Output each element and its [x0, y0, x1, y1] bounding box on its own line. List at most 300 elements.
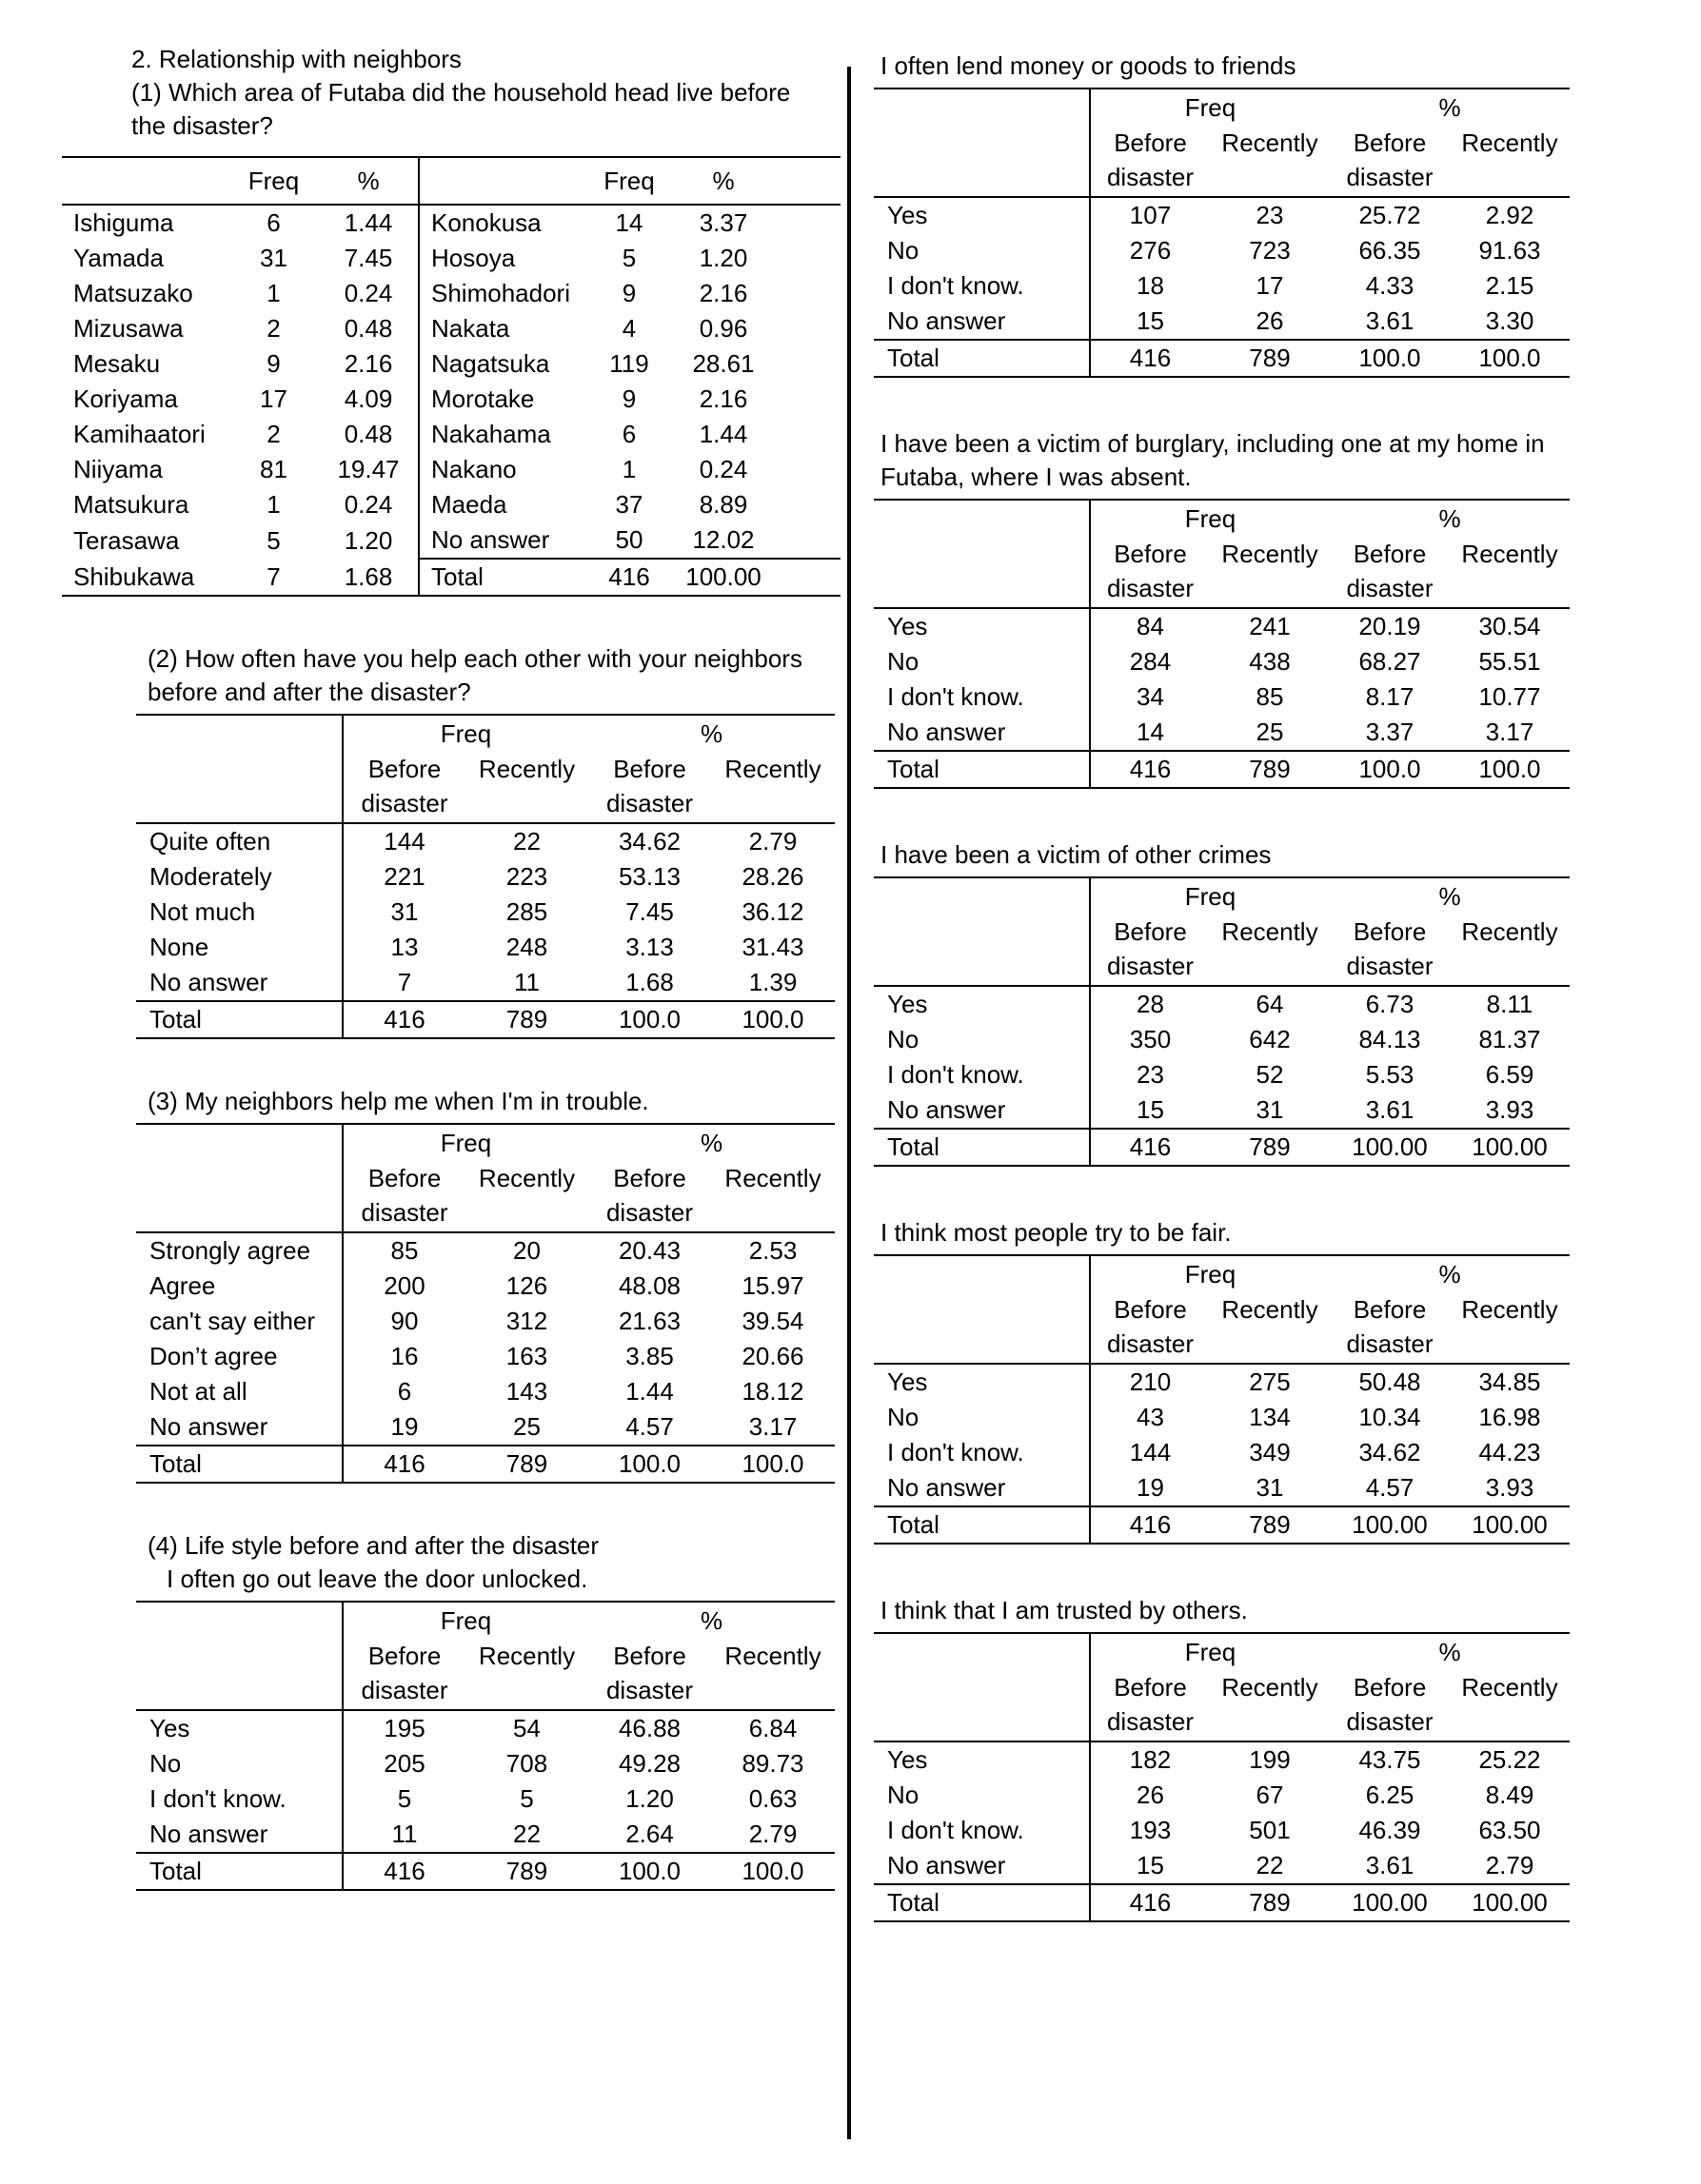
freq-header: Freq [587, 157, 671, 205]
pct-value: 8.11 [1450, 986, 1570, 1022]
pct-header: % [319, 157, 419, 205]
pct-total-value: 100.00 [1450, 1129, 1570, 1166]
before-disaster-header [1090, 537, 1210, 608]
freq-value: 5 [343, 1781, 465, 1817]
filler-cell [776, 205, 841, 241]
recently-header [1450, 537, 1570, 608]
row-label: Not much [149, 897, 256, 926]
table-row [136, 752, 835, 823]
area-label: Matsukura [73, 490, 189, 519]
column-subheader-text: Before disaster [1091, 1670, 1210, 1739]
column-subheader-text: Before disaster [1091, 1292, 1210, 1361]
table-row [874, 1778, 1570, 1813]
pct-value: 89.73 [742, 1749, 804, 1778]
table-row [136, 930, 835, 965]
question-4-title-line: (4) Life style before and after the disaster [148, 1531, 600, 1560]
freq-value: 248 [505, 933, 548, 961]
filler-cell [776, 311, 841, 346]
filler-cell [776, 157, 841, 205]
table-row [874, 340, 1570, 377]
trusted-by-others-table [874, 1632, 1570, 1922]
freq-value: 5 [267, 525, 281, 555]
freq-value: 285 [505, 897, 548, 926]
table-row [136, 1781, 835, 1817]
pct-value: 2.16 [344, 349, 393, 378]
pct-total-value: 100.0 [711, 1001, 835, 1038]
table-row [874, 537, 1570, 608]
table-row [874, 715, 1570, 751]
freq-group-header: Freq [1090, 1255, 1330, 1292]
pct-value: 0.24 [344, 490, 393, 519]
column-subheader-text: disaster [1346, 163, 1434, 191]
pct-value: 0.48 [344, 420, 393, 448]
before-disaster-header [1330, 1670, 1450, 1741]
pct-value: 3.61 [1365, 1851, 1414, 1879]
pct-group-header: % [588, 1124, 835, 1161]
column-subheader-text: disaster [1106, 1707, 1195, 1736]
table-row [136, 1853, 835, 1890]
table-row [136, 1602, 835, 1639]
pct-value: 1.44 [699, 420, 748, 448]
freq-value: 350 [1090, 1022, 1210, 1057]
freq-total-value: 416 [1090, 1506, 1210, 1544]
freq-value: 26 [1256, 306, 1284, 335]
recently-header [711, 1639, 835, 1710]
statement-3-block [874, 838, 1570, 1167]
row-label: No answer [887, 1851, 1006, 1879]
pct-total-value: 100.0 [711, 1446, 835, 1483]
column-subheader-text: disaster [361, 789, 448, 817]
freq-value: 2 [267, 420, 281, 448]
row-label-header [136, 752, 343, 823]
statement-2-title-line: Futaba, where I was absent. [880, 462, 1192, 491]
pct-value: 16.98 [1478, 1403, 1541, 1431]
pct-value: 66.35 [1358, 236, 1421, 265]
table-row [62, 311, 841, 346]
area-label: Nakahama [419, 417, 587, 452]
pct-value: 0.24 [699, 455, 748, 483]
freq-value: 19 [1090, 1470, 1210, 1506]
pct-value: 28.61 [692, 349, 755, 378]
total-label: Total [874, 1884, 1090, 1921]
recently-header [1210, 915, 1330, 986]
help-each-other-table [136, 714, 835, 1039]
before-disaster-header [343, 1161, 465, 1232]
row-label-header [62, 157, 228, 205]
table-row [874, 1741, 1570, 1778]
table-row [136, 1304, 835, 1339]
pct-value: 25.72 [1330, 197, 1450, 233]
column-subheader-text: disaster [605, 1198, 694, 1227]
pct-value: 7.45 [344, 244, 393, 272]
pct-group-header: % [1330, 1255, 1570, 1292]
filler-cell [776, 382, 841, 417]
freq-value: 11 [343, 1817, 465, 1853]
freq-value: 22 [1256, 1851, 1284, 1879]
pct-total-value: 100.00 [1330, 1506, 1450, 1544]
pct-group-header: % [1330, 500, 1570, 537]
pct-value: 8.17 [1365, 682, 1414, 711]
pct-value: 12.02 [692, 525, 755, 554]
freq-value: 16 [343, 1339, 465, 1374]
table-row [874, 500, 1570, 537]
area-label: Nagatsuka [419, 346, 587, 382]
freq-value: 642 [1249, 1025, 1291, 1053]
pct-value: 20.43 [588, 1232, 711, 1269]
freq-value: 438 [1249, 647, 1291, 676]
pct-value: 3.37 [1365, 718, 1414, 746]
table-row [136, 1446, 835, 1483]
pct-header: % [671, 157, 776, 205]
table-row [136, 1001, 835, 1038]
total-label: Total [874, 1129, 1090, 1166]
pct-total-value: 100.0 [711, 1853, 835, 1890]
question-2-title-line: before and after the disaster? [148, 678, 471, 706]
pct-total-value: 100.0 [1330, 340, 1450, 377]
table-row [136, 1409, 835, 1446]
table-row [874, 89, 1570, 126]
freq-value: 205 [343, 1746, 465, 1781]
table-row [62, 157, 841, 205]
recently-header [1450, 1292, 1570, 1364]
freq-value: 20 [465, 1232, 588, 1269]
pct-value: 2.16 [699, 384, 748, 413]
pct-value: 55.51 [1478, 647, 1541, 676]
pct-value: 3.93 [1485, 1473, 1534, 1502]
pct-value: 5.53 [1365, 1060, 1414, 1089]
column-subheader-text [1210, 1704, 1330, 1739]
freq-value: 23 [1090, 1057, 1210, 1092]
question-4-block [62, 1529, 841, 1891]
freq-value: 31 [1256, 1095, 1284, 1124]
freq-value: 14 [1090, 715, 1210, 751]
row-label: No [887, 1781, 920, 1809]
column-subheader-text: Recently [1450, 537, 1570, 605]
pct-value: 3.30 [1485, 306, 1534, 335]
column-subheader-text: Recently [1450, 126, 1570, 194]
pct-total-value: 100.0 [1450, 340, 1570, 377]
freq-value: 17 [260, 384, 287, 413]
column-subheader-text: Before disaster [344, 1161, 465, 1230]
freq-value: 9 [267, 349, 281, 378]
pct-value: 50.48 [1330, 1364, 1450, 1400]
pct-total-value: 100.00 [1330, 1129, 1450, 1166]
freq-value: 67 [1256, 1781, 1284, 1809]
column-subheader-text: Recently [711, 752, 835, 820]
freq-value: 64 [1210, 986, 1330, 1022]
column-subheader-text: disaster [1346, 1707, 1434, 1736]
table-row [874, 679, 1570, 715]
table-row [62, 452, 841, 487]
freq-total-value: 789 [465, 1001, 588, 1038]
before-disaster-header [1090, 126, 1210, 197]
freq-value: 7 [228, 559, 319, 596]
area-label: Kamihaatori [73, 420, 206, 448]
freq-value: 193 [1090, 1813, 1210, 1848]
filler-cell [776, 487, 841, 522]
freq-value: 54 [465, 1710, 588, 1746]
pct-value: 18.12 [742, 1377, 804, 1406]
area-label: Matsuzako [73, 279, 193, 307]
table-row [136, 1124, 835, 1161]
table-row [62, 487, 841, 522]
freq-group-header: Freq [1090, 877, 1330, 915]
pct-value: 3.85 [625, 1342, 674, 1370]
table-row [874, 268, 1570, 304]
freq-value: 284 [1090, 644, 1210, 679]
table-row [874, 986, 1570, 1022]
pct-value: 3.37 [699, 208, 748, 237]
column-subheader-text: Recently [1210, 537, 1330, 605]
column-subheader-text: disaster [361, 1198, 448, 1227]
recently-header [1210, 1292, 1330, 1364]
column-subheader-text [465, 1195, 588, 1230]
column-subheader-text: Before disaster [588, 1639, 711, 1707]
table-row [62, 382, 841, 417]
freq-value: 349 [1249, 1438, 1291, 1466]
pct-value: 3.17 [748, 1412, 798, 1441]
freq-total-value: 416 [343, 1446, 465, 1483]
total-label: Total [419, 559, 587, 596]
pct-value: 2.79 [748, 1820, 798, 1848]
right-column [874, 49, 1570, 1922]
freq-value: 126 [505, 1271, 548, 1300]
pct-value: 39.54 [742, 1307, 804, 1335]
freq-total-value: 416 [1090, 751, 1210, 788]
pct-value: 15.97 [742, 1271, 804, 1300]
row-label-header [874, 1633, 1090, 1670]
row-label: Moderately [149, 862, 272, 891]
filler-cell [776, 241, 841, 276]
freq-value: 312 [505, 1307, 548, 1335]
freq-value: 23 [1210, 197, 1330, 233]
before-disaster-header [1090, 915, 1210, 986]
left-column [62, 43, 841, 1891]
freq-total-value: 416 [343, 1853, 465, 1890]
freq-value: 708 [505, 1749, 548, 1778]
pct-value: 0.96 [699, 314, 748, 343]
column-subheader-text [1450, 160, 1570, 194]
row-label: No [887, 647, 920, 676]
freq-total-value: 416 [343, 1001, 465, 1038]
total-label: Total [136, 1853, 343, 1890]
freq-value: 13 [343, 930, 465, 965]
neighbors-help-table [136, 1123, 835, 1484]
question-1-title-line: the disaster? [131, 111, 273, 140]
recently-header [465, 1639, 588, 1710]
table-row [136, 1639, 835, 1710]
area-label: Shimohadori [419, 276, 587, 311]
row-label: Don’t agree [149, 1342, 278, 1370]
burglary-victim-table [874, 499, 1570, 789]
row-label: None [149, 933, 209, 961]
column-subheader-text [1450, 949, 1570, 983]
table-row [136, 1817, 835, 1853]
filler-cell [776, 522, 841, 559]
pct-total-value: 100.0 [1450, 751, 1570, 788]
before-disaster-header [1330, 126, 1450, 197]
column-subheader-text: disaster [361, 1676, 448, 1704]
freq-value: 31 [260, 244, 287, 272]
table-row [874, 233, 1570, 268]
row-label-header [136, 1639, 343, 1710]
freq-value: 22 [465, 823, 588, 859]
row-label-header [874, 126, 1090, 197]
area-label: Mesaku [73, 349, 161, 378]
pct-value: 1.44 [625, 1377, 674, 1406]
table-row [62, 559, 841, 596]
column-subheader-text: Recently [1450, 915, 1570, 983]
area-label: Morotake [419, 382, 587, 417]
total-label: Total [136, 1001, 343, 1038]
before-disaster-header [343, 1639, 465, 1710]
pct-value: 1.44 [344, 208, 393, 237]
freq-total-value: 416 [1090, 340, 1210, 377]
freq-value: 6 [267, 208, 281, 237]
statement-5-title-line: I think that I am trusted by others. [880, 1596, 1248, 1624]
question-4-title-line: I often go out leave the door unlocked. [167, 1564, 588, 1593]
pct-value: 34.85 [1450, 1364, 1570, 1400]
row-label-header [874, 1292, 1090, 1364]
pct-value: 7.45 [625, 897, 674, 926]
pct-value: 31.43 [742, 933, 804, 961]
row-label-header [136, 715, 343, 752]
column-subheader-text: disaster [605, 1676, 694, 1704]
table-row [874, 304, 1570, 340]
freq-value: 19 [343, 1409, 465, 1446]
area-label: Niiyama [73, 455, 163, 483]
freq-total-value: 789 [465, 1446, 588, 1483]
freq-value: 15 [1090, 1848, 1210, 1884]
column-subheader-text: Recently [1210, 915, 1330, 983]
row-label: I don't know. [887, 682, 1024, 711]
column-subheader-text: Before disaster [1330, 537, 1450, 605]
column-subheader-text [1450, 1704, 1570, 1739]
pct-value: 68.27 [1358, 647, 1421, 676]
freq-value: 276 [1090, 233, 1210, 268]
row-label: Yes [874, 1364, 1090, 1400]
freq-value: 90 [343, 1304, 465, 1339]
pct-value: 3.13 [625, 933, 674, 961]
pct-total-value: 100.0 [1330, 751, 1450, 788]
freq-value: 7 [343, 965, 465, 1001]
freq-value: 22 [513, 1820, 541, 1848]
row-label: No [149, 1749, 182, 1778]
table-row [136, 1746, 835, 1781]
question-1-title-line: (1) Which area of Futaba did the household head live before [131, 78, 791, 107]
pct-value: 6.73 [1330, 986, 1450, 1022]
row-label: No answer [149, 1820, 268, 1848]
freq-value: 1 [622, 455, 637, 483]
pct-value: 8.49 [1485, 1781, 1534, 1809]
filler-cell [776, 417, 841, 452]
freq-value: 9 [622, 384, 637, 413]
door-unlocked-table [136, 1601, 835, 1891]
pct-group-header: % [1330, 877, 1570, 915]
total-label: Total [874, 340, 1090, 377]
table-row [874, 1255, 1570, 1292]
row-label: No [887, 236, 920, 265]
row-label: I don't know. [887, 271, 1024, 300]
pct-value: 0.63 [748, 1784, 798, 1813]
table-row [874, 751, 1570, 788]
freq-value: 25 [513, 1412, 541, 1441]
pct-value: 1.68 [319, 559, 419, 596]
column-subheader-text [1210, 571, 1330, 605]
table-row [874, 1022, 1570, 1057]
table-row [136, 859, 835, 895]
column-subheader-text: Recently [1210, 126, 1330, 194]
freq-header: Freq [228, 157, 319, 205]
question-2-block [62, 642, 841, 1039]
column-subheader-text [711, 1195, 835, 1230]
pct-total-value: 100.00 [1450, 1884, 1570, 1921]
table-row [874, 1633, 1570, 1670]
pct-value: 3.17 [1485, 718, 1534, 746]
pct-value: 25.22 [1450, 1741, 1570, 1778]
table-row [874, 1506, 1570, 1544]
freq-value: 15 [1090, 1092, 1210, 1129]
row-label: Yes [874, 986, 1090, 1022]
area-label: Koriyama [73, 384, 178, 413]
recently-header [711, 1161, 835, 1232]
table-row [136, 1161, 835, 1232]
question-3-block [62, 1085, 841, 1484]
row-label: I don't know. [887, 1060, 1024, 1089]
freq-group-header: Freq [343, 1124, 588, 1161]
table-row [136, 1269, 835, 1304]
freq-value: 1 [267, 279, 281, 307]
pct-value: 2.15 [1485, 271, 1534, 300]
pct-value: 6.59 [1485, 1060, 1534, 1089]
freq-total-value: 789 [1210, 1506, 1330, 1544]
column-subheader-text: Before disaster [1091, 126, 1210, 194]
column-subheader-text: Before disaster [344, 1639, 465, 1707]
statement-1-title-line: I often lend money or goods to friends [880, 51, 1296, 80]
freq-value: 210 [1090, 1364, 1210, 1400]
freq-value: 195 [343, 1710, 465, 1746]
row-label-header [136, 1161, 343, 1232]
statement-1-block [874, 49, 1570, 378]
pct-value: 34.62 [1358, 1438, 1421, 1466]
before-disaster-header [588, 1161, 711, 1232]
freq-value: 31 [343, 895, 465, 930]
before-disaster-header [343, 752, 465, 823]
pct-group-header: % [588, 715, 835, 752]
pct-value: 2.16 [699, 279, 748, 307]
row-label-header [136, 1124, 343, 1161]
area-label: Mizusawa [73, 314, 184, 343]
recently-header [465, 752, 588, 823]
table-row [136, 823, 835, 859]
freq-value: 81 [260, 455, 287, 483]
table-row [874, 1057, 1570, 1092]
column-subheader-text: Recently [711, 1161, 835, 1230]
column-subheader-text [1450, 1327, 1570, 1361]
freq-value: 144 [343, 823, 465, 859]
pct-value: 3.93 [1485, 1095, 1534, 1124]
column-subheader-text: disaster [1106, 952, 1195, 980]
table-row [136, 715, 835, 752]
freq-value: 200 [343, 1269, 465, 1304]
freq-total-value: 789 [1210, 340, 1330, 377]
before-disaster-header [1330, 1292, 1450, 1364]
area-label: Konokusa [419, 205, 587, 241]
before-disaster-header [1090, 1670, 1210, 1741]
pct-value: 4.57 [1365, 1473, 1414, 1502]
pct-value: 3.61 [1365, 306, 1414, 335]
freq-value: 144 [1090, 1435, 1210, 1470]
